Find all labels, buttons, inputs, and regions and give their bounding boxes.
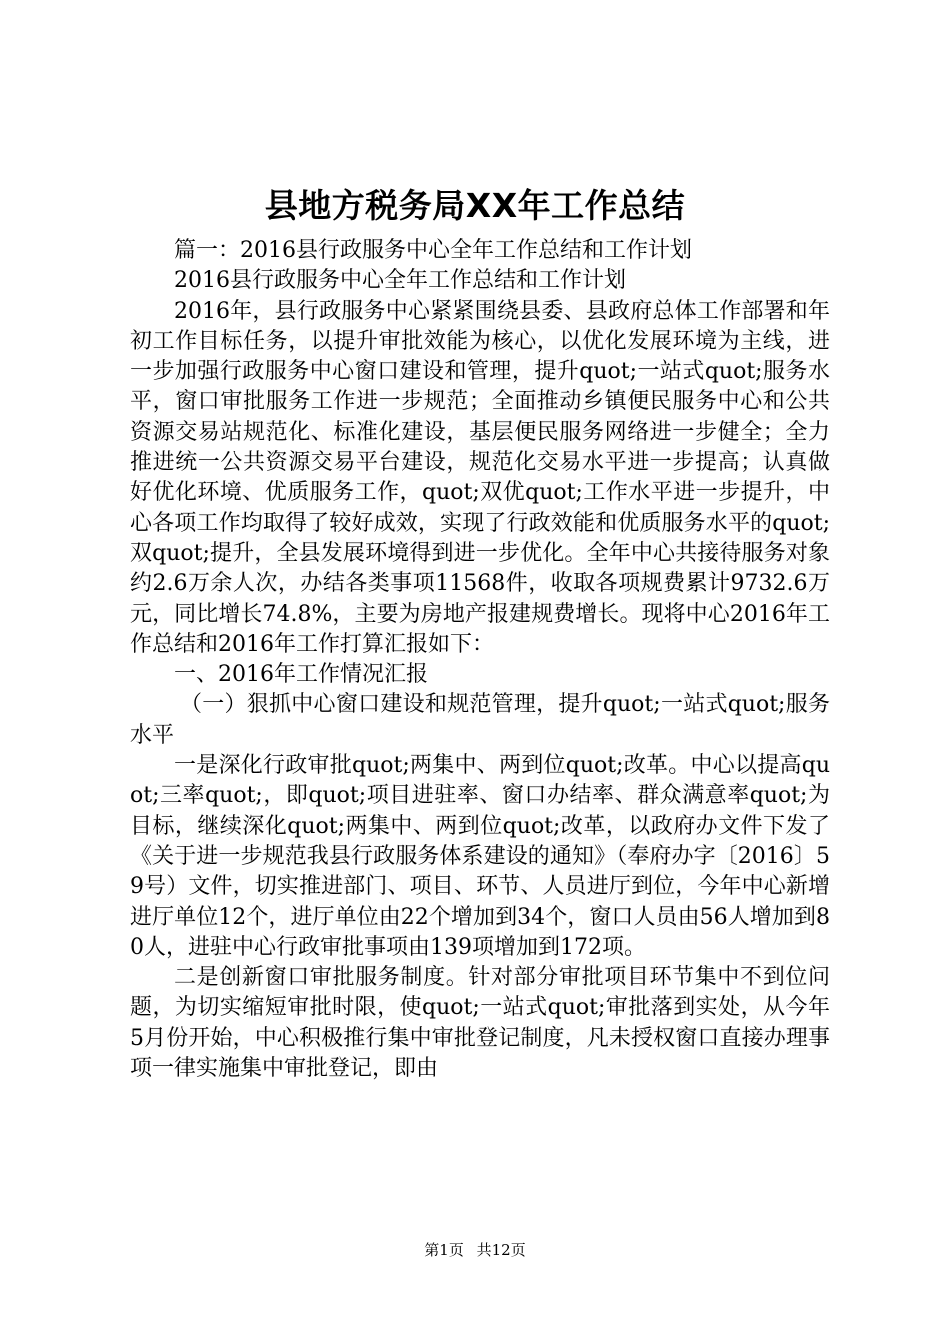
paragraph-item-one: 一是深化行政审批quot;两集中、两到位quot;改革。中心以提高quot;三率quot;，即quot;项目进驻率、窗口办结率、群众满意率quot;为目标，继续深化quot;两集中、两到位quot;改革，以政府办文件下发了《关于进一步规范我县行政服务体系建设的通知》（奉府办字〔2016〕59号）文件，切实推进部门、项目、环节、人员进厅到位，今年中心新增进厅单位12个，进厅单位由22个增加到34个，窗口人员由56人增加到80人，进驻中心行政审批事项由139项增加到172项。	[130, 753, 830, 960]
paragraph-subsection-heading: （一）狠抓中心窗口建设和规范管理，提升quot;一站式quot;服务水平	[130, 692, 830, 748]
page-number: 第1页	[424, 1241, 464, 1259]
document-title: 县地方税务局XX年工作总结	[264, 186, 686, 225]
paragraph-intro: 2016年，县行政服务中心紧紧围绕县委、县政府总体工作部署和年初工作目标任务，以提升审批效能为核心，以优化发展环境为主线，进一步加强行政服务中心窗口建设和管理，提升quot;一站式quot;服务水平，窗口审批服务工作进一步规范；全面推动乡镇便民服务中心和公共资源交易站规范化、标准化建设，基层便民服务网络进一步健全；全力推进统一公共资源交易平台建设，规范化交易水平进一步提高；认真做好优化环境、优质服务工作，quot;双优quot;工作水平进一步提升，中心各项工作均取得了较好成效，实现了行政效能和优质服务水平的quot;双quot;提升，全县发展环境得到进一步优化。全年中心共接待服务对象约2.6万余人次，办结各类事项11568件，收取各项规费累计9732.6万元，同比增长74.8%，主要为房地产报建规费增长。现将中心2016年工作总结和2016年工作打算汇报如下：	[130, 298, 830, 657]
page-total: 共12页	[476, 1241, 526, 1259]
paragraph-article-heading: 篇一：2016县行政服务中心全年工作总结和工作计划	[174, 238, 692, 263]
paragraph-section-heading: 一、2016年工作情况汇报	[174, 662, 428, 688]
page-footer	[0, 1239, 950, 1261]
document-body	[130, 236, 830, 1084]
paragraph-item-two: 二是创新窗口审批服务制度。针对部分审批项目环节集中不到位问题，为切实缩短审批时限，使quot;一站式quot;审批落到实处，从今年5月份开始，中心积极推行集中审批登记制度，凡未授权窗口直接办理事项一律实施集中审批登记，即由	[130, 965, 830, 1082]
paragraph-subtitle: 2016县行政服务中心全年工作总结和工作计划	[174, 268, 626, 294]
